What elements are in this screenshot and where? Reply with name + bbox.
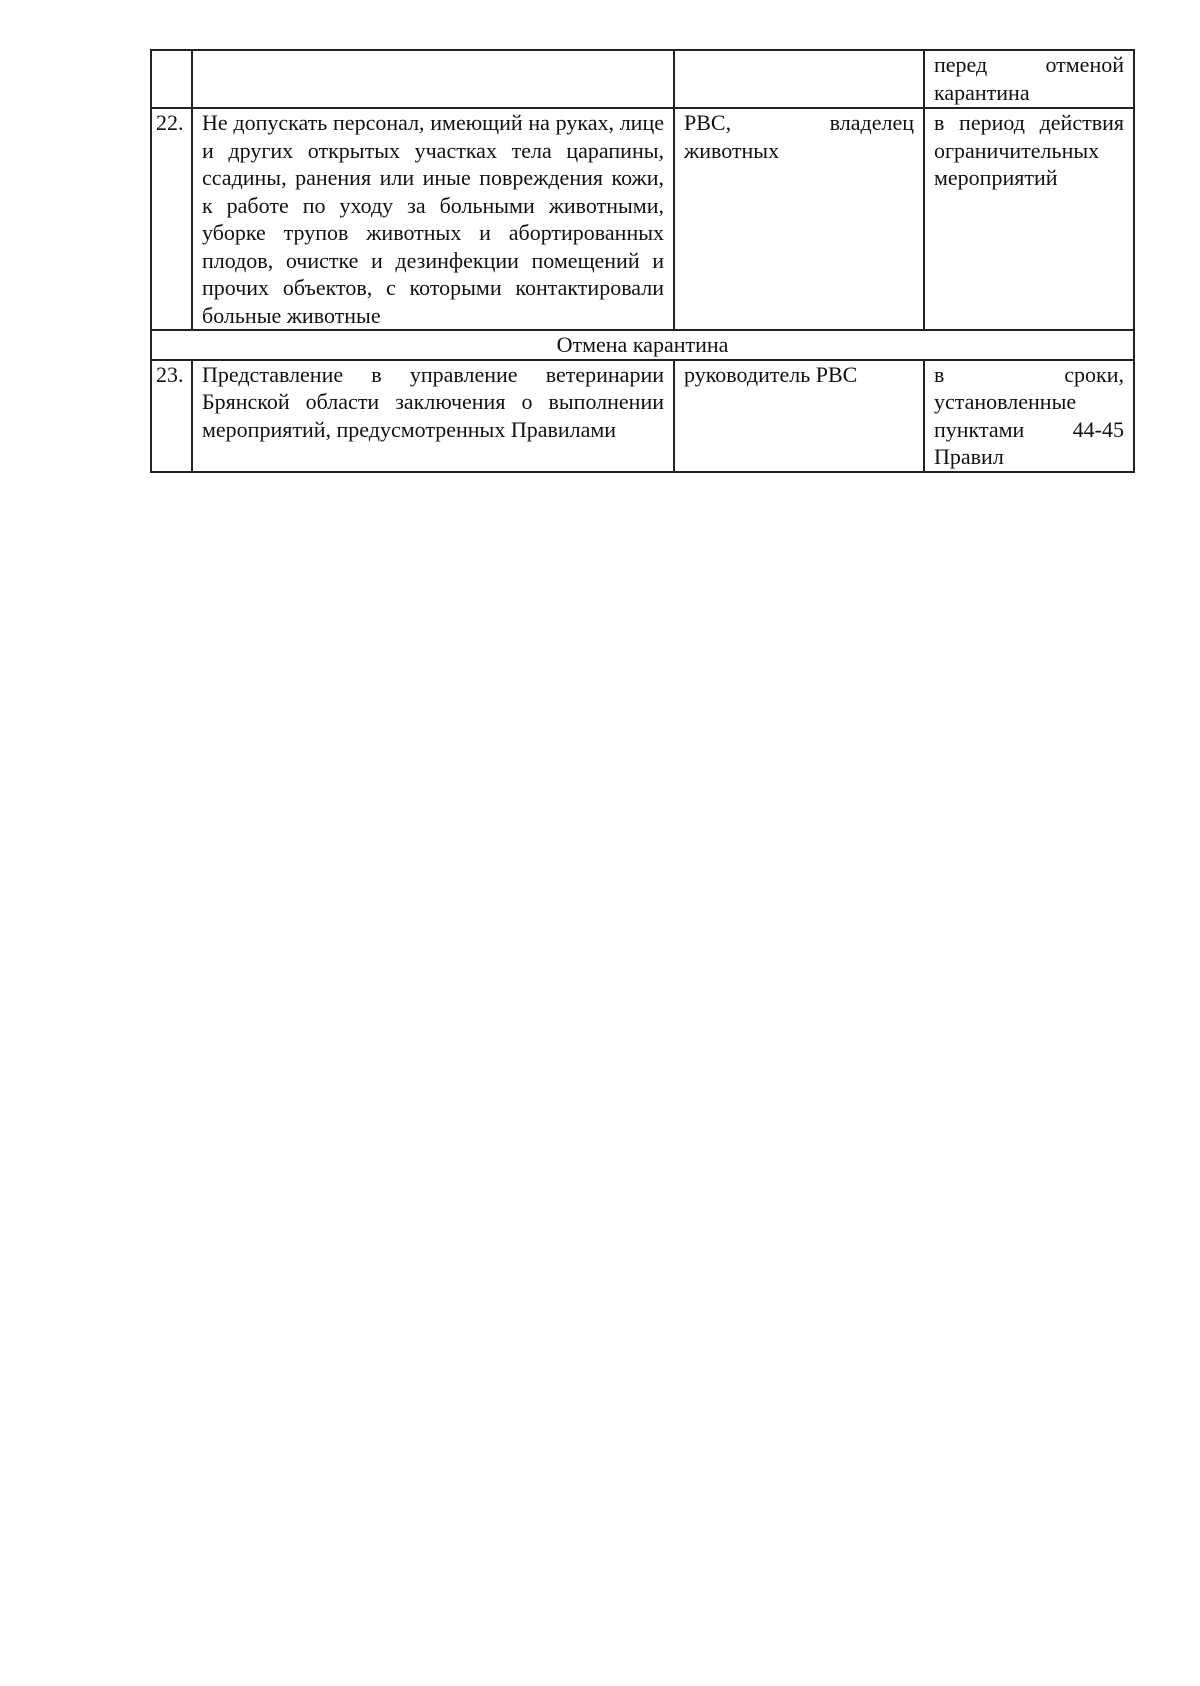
deadline-text: в сроки, установленные пунктами 44-45 Правил	[934, 361, 1124, 469]
row-number: 23.	[156, 361, 184, 387]
responsible-cell	[674, 360, 924, 472]
section-header-title: Отмена карантина	[556, 332, 729, 357]
action-cell	[192, 50, 674, 108]
action-text: Не допускать персонал, имеющий на руках, лице и других открытых участках тела царапины, ссадины, ранения или иные повреждения кожи, к работе по уходу за больными животными, уборке трупов животных и абортированных плодов, очистке и дезинфекции помещений и прочих объектов, с которыми контактировали больные животные	[202, 110, 664, 328]
table-row-23	[151, 360, 1134, 472]
responsible-text: руководитель РВС	[684, 361, 858, 387]
quarantine-plan-table	[150, 49, 1135, 473]
deadline-text: в период действия ограничительных мероприятий	[934, 110, 1124, 190]
row-number: 22.	[156, 110, 184, 135]
row-number-cell	[151, 360, 192, 472]
responsible-cell	[674, 50, 924, 108]
action-text: Представление в управление ветеринарии Брянской области заключения о выполнении мероприятий, предусмотренных Правилами	[202, 361, 664, 442]
responsible-text: РВС, владелец животных	[684, 110, 914, 163]
responsible-cell	[674, 108, 924, 330]
row-number-cell	[151, 108, 192, 330]
deadline-text: перед отменой карантина	[934, 52, 1124, 105]
table-row-continuation	[151, 50, 1134, 108]
deadline-cell	[924, 108, 1134, 330]
deadline-cell	[924, 50, 1134, 108]
deadline-cell	[924, 360, 1134, 472]
table-row-22	[151, 108, 1134, 330]
row-number-cell	[151, 50, 192, 108]
action-cell	[192, 360, 674, 472]
section-header-row	[151, 330, 1134, 360]
section-header-cell	[151, 330, 1134, 360]
action-cell	[192, 108, 674, 330]
